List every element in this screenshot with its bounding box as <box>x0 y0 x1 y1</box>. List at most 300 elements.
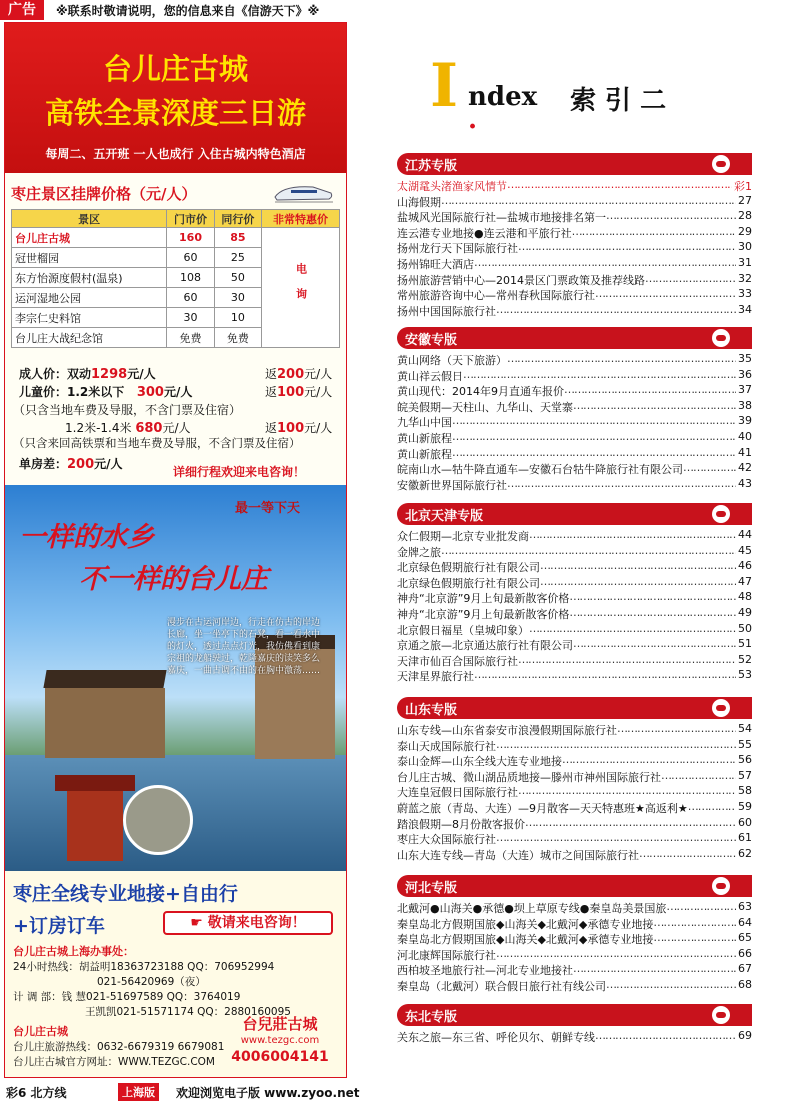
entry-page: 65 <box>738 931 752 945</box>
entry-page: 62 <box>738 846 752 860</box>
ad-tag: 广告 <box>0 0 44 20</box>
entry-leader <box>683 461 736 477</box>
entry-title: 秦皇岛（北戴河）联合假日旅行社有线公司 <box>397 979 606 993</box>
entry-title: 北戴河●山海关●承德●坝上草原专线●秦皇岛美景国旅 <box>397 902 667 915</box>
entry-leader <box>452 446 736 462</box>
entry-title: 关东之旅—东三省、呼伦贝尔、朝鲜专线 <box>397 1031 595 1044</box>
consult-text: 敬请来电咨询！ <box>207 915 306 931</box>
entry-page: 51 <box>738 637 752 651</box>
entry-title: 台儿庄古城、微山湖品质地接—滕州市神州国际旅行社 <box>397 770 661 784</box>
index-entry[interactable] <box>397 931 752 947</box>
entry-title: 枣庄大众国际旅行社 <box>397 833 496 847</box>
price-title: 枣庄景区挂牌价格（元/人） <box>11 185 197 203</box>
entry-title: 天津星界旅行社 <box>397 670 474 684</box>
index-entry[interactable] <box>397 209 752 225</box>
col-header: 门市价 <box>167 210 214 228</box>
cell-trade: 50 <box>214 268 261 288</box>
footer-edition: 上海版 <box>118 1083 159 1101</box>
calligraphy-stamp: 最一等下天 <box>235 501 301 516</box>
special-price-cell: 电询 <box>262 228 340 348</box>
entry-leader <box>507 178 732 194</box>
entry-page: 38 <box>738 398 752 412</box>
entry-leader <box>496 831 736 847</box>
consult-badge: ☛ 敬请来电咨询！ <box>163 911 333 935</box>
index-entry[interactable] <box>397 947 752 963</box>
slogan-line1: 一样的水乡 <box>19 522 154 553</box>
section-header <box>397 875 752 897</box>
entry-page: 36 <box>738 367 752 381</box>
return-label: 返 <box>265 421 278 435</box>
footer-site: 欢迎浏览电子版 www.zyoo.net <box>176 1086 360 1100</box>
section-header <box>397 503 752 525</box>
section-bullet-icon <box>712 155 730 173</box>
entry-title: 皖南山水—牯牛降直通车—安徽石台牯牛降旅行社有限公司 <box>397 463 683 477</box>
entry-page: 46 <box>738 559 752 573</box>
entry-title: 北京绿色假期旅行社有限公司 <box>397 561 540 575</box>
index-entry[interactable] <box>397 399 752 415</box>
hero-schedule: 每周二、五开班 一人也成行 入住古城内特色酒店 <box>45 147 306 161</box>
entry-leader <box>569 590 736 606</box>
return-amount: 200 <box>277 367 305 382</box>
entry-title: 泰山金辉—山东全线大连专业地接 <box>397 755 562 769</box>
entry-leader <box>441 194 736 210</box>
footer <box>0 1082 800 1100</box>
index-entry[interactable] <box>397 559 752 575</box>
ad-hero <box>5 23 346 173</box>
index-entry[interactable] <box>397 962 752 978</box>
entry-leader <box>573 962 736 978</box>
ad-contact <box>5 871 346 1078</box>
index-entry[interactable] <box>397 446 752 462</box>
index-entry[interactable] <box>397 430 752 446</box>
entry-leader <box>518 240 736 256</box>
col-header: 非常特惠价 <box>262 210 340 228</box>
index-word-text: ndex <box>468 82 538 112</box>
section-title: 安徽专版 <box>405 333 458 348</box>
index-entry[interactable] <box>397 753 752 769</box>
entry-title: 西柏坡圣地旅行社—河北专业地接社 <box>397 964 573 978</box>
cell-name: 台儿庄大战纪念馆 <box>12 328 167 348</box>
entry-leader <box>507 477 736 493</box>
entry-page: 67 <box>738 962 752 976</box>
section-bullet-icon <box>712 505 730 523</box>
index-entry[interactable] <box>397 978 752 994</box>
entry-page: 56 <box>738 753 752 767</box>
entry-leader <box>540 575 736 591</box>
entry-page: 33 <box>738 287 752 301</box>
logo-title: 台兒莊古城 <box>242 1015 318 1033</box>
train-icon <box>273 181 335 203</box>
index-entry[interactable] <box>397 916 752 932</box>
single-label: 单房差： <box>19 457 68 471</box>
table-row <box>12 228 340 248</box>
entry-page: 52 <box>738 652 752 666</box>
cell-retail: 108 <box>167 268 214 288</box>
index-entry[interactable] <box>397 816 752 832</box>
child-price: 300 <box>136 385 164 400</box>
section-bullet-icon <box>712 1006 730 1024</box>
section-bullet-icon <box>712 329 730 347</box>
section-title: 河北专版 <box>405 881 458 896</box>
entry-leader <box>529 528 736 544</box>
cell-retail: 免费 <box>167 328 214 348</box>
building-shape <box>45 688 165 758</box>
entry-title: 河北康辉国际旅行社 <box>397 948 496 962</box>
entry-title: 连云港专业地接●连云港和平旅行社 <box>397 226 572 240</box>
entry-page: 58 <box>738 784 752 798</box>
section-bullet-icon <box>712 699 730 717</box>
entry-leader <box>529 622 736 638</box>
single-room-line <box>19 455 123 472</box>
index-initial: I <box>430 51 459 121</box>
entry-title: 黄山新旅程 <box>397 431 452 445</box>
entry-page: 48 <box>738 590 752 604</box>
planner-line1: 计 调 部：钱 慧021-51697589 QQ：3764019 <box>13 991 241 1003</box>
entry-page: 28 <box>738 209 752 223</box>
poem-text: 漫步在古运河岸边，行走在仿古的岸边长廊，坐一坐亭下的石凳，看一看水中的灯火，透过点点灯光，我仿佛看到康宗祖的龙船驶过，乾隆嘉庆的读笑多么嘉庆，一曲古调不由的在胸中激荡…… <box>167 618 321 676</box>
entry-title: 山海假期 <box>397 195 441 209</box>
cell-name: 冠世榴园 <box>12 248 167 268</box>
entry-leader <box>639 847 736 863</box>
index-entry[interactable] <box>397 575 752 591</box>
entry-list <box>397 1026 752 1045</box>
return-unit: 元/人 <box>304 421 333 435</box>
entry-title: 金牌之旅 <box>397 545 441 559</box>
entry-title: 黄山现代：2014年9月直通车报价 <box>397 385 564 399</box>
entry-title: 泰山天成国际旅行社 <box>397 739 496 753</box>
index-section <box>397 327 752 492</box>
index-entry[interactable] <box>397 461 752 477</box>
section-header <box>397 153 752 175</box>
entry-leader <box>564 383 736 399</box>
callout: 详细行程欢迎来电咨询！ <box>173 465 306 479</box>
cell-retail: 60 <box>167 288 214 308</box>
entry-page: 34 <box>738 302 752 316</box>
index-section <box>397 697 752 862</box>
return-unit: 元/人 <box>304 367 333 381</box>
roof-shape <box>43 670 166 688</box>
index-entry[interactable] <box>397 194 752 210</box>
entry-title: 踏浪假期—8月份散客报价 <box>397 817 525 831</box>
section-title: 山东专版 <box>405 703 458 718</box>
entry-title: 大连皇冠假日国际旅行社 <box>397 786 518 800</box>
entry-leader <box>496 947 736 963</box>
entry-leader <box>573 399 736 415</box>
tai-website: 台儿庄古城官方网址：WWW.TEZGC.COM <box>13 1056 215 1068</box>
index-entry[interactable] <box>397 722 752 738</box>
hotline: 24小时热线：胡益明18363723188 QQ：706952994 <box>13 961 275 973</box>
return-label: 返 <box>265 367 278 381</box>
entry-page: 68 <box>738 977 752 991</box>
index-entry[interactable] <box>397 383 752 399</box>
entry-page: 59 <box>738 799 752 813</box>
entry-leader <box>474 256 736 272</box>
entry-page: 60 <box>738 815 752 829</box>
entry-page: 37 <box>738 383 752 397</box>
return-label: 返 <box>265 385 278 399</box>
entry-title: 黄山网络（天下旅游） <box>397 354 507 367</box>
hero-subtitle: 高铁全景深度三日游 <box>44 96 306 130</box>
index-entry[interactable] <box>397 831 752 847</box>
entry-title: 扬州中国国际旅行社 <box>397 304 496 318</box>
entry-leader <box>606 978 736 994</box>
index-entry[interactable] <box>397 738 752 754</box>
cell-trade: 30 <box>214 288 261 308</box>
section-bullet-icon <box>712 877 730 895</box>
index-entry[interactable] <box>397 303 752 319</box>
entry-leader <box>496 303 736 319</box>
price-table <box>11 209 340 348</box>
index-entry[interactable] <box>397 784 752 800</box>
entry-title: 天津市仙百合国际旅行社 <box>397 654 518 668</box>
adult-label: 成人价：双动 <box>19 367 92 381</box>
top-note: ※联系时敬请说明，您的信息来自《信游天下》※ <box>56 4 320 18</box>
index-entry[interactable] <box>397 622 752 638</box>
entry-title: 秦皇岛北方假期国旅◆山海关◆北戴河◆承德专业地接 <box>397 933 654 947</box>
scenic-photo <box>5 485 346 871</box>
index-entry[interactable] <box>397 528 752 544</box>
entry-leader <box>496 738 736 754</box>
index-entry[interactable] <box>397 769 752 785</box>
pavilion-shape <box>67 791 123 861</box>
cell-name: 运河湿地公园 <box>12 288 167 308</box>
pavilion-roof <box>55 775 135 791</box>
entry-list <box>397 719 752 862</box>
entry-title: 安徽新世界国际旅行社 <box>397 478 507 492</box>
return-amount: 100 <box>277 421 305 436</box>
cell-name: 李宗仁史料馆 <box>12 308 167 328</box>
entry-page: 42 <box>738 461 752 475</box>
entry-title: 山东专线—山东省泰安市浪漫假期国际旅行社 <box>397 724 617 737</box>
entry-title: 皖美假期—天柱山、九华山、天堂寨 <box>397 400 573 414</box>
entry-page: 45 <box>738 543 752 557</box>
return-amount: 100 <box>277 385 305 400</box>
tai-hotline: 台儿庄旅游热线：0632-6679319 6679081 <box>13 1041 225 1053</box>
entry-leader <box>572 225 736 241</box>
entry-page: 49 <box>738 605 752 619</box>
cell-trade: 25 <box>214 248 261 268</box>
entry-list <box>397 175 752 318</box>
entry-leader <box>463 368 736 384</box>
entry-title: 太湖鼋头渚渔家风情节 <box>397 180 507 193</box>
child2-price-line <box>65 419 191 436</box>
entry-leader <box>452 414 736 430</box>
entry-leader <box>661 769 736 785</box>
entry-leader <box>595 1029 736 1045</box>
entry-title: 众仁假期—北京专业批发商 <box>397 530 529 543</box>
entry-page: 50 <box>738 621 752 635</box>
index-entry[interactable] <box>397 477 752 493</box>
single-unit: 元/人 <box>94 457 123 471</box>
index-entry[interactable] <box>397 900 752 916</box>
section-header <box>397 1004 752 1026</box>
planner-line2: 王凯凯021-51571174 QQ：2880160095 <box>85 1006 291 1018</box>
entry-leader <box>525 816 736 832</box>
child2-price: 680 <box>135 421 163 436</box>
adult-return <box>265 365 332 382</box>
entry-title: 扬州锦旺大酒店 <box>397 257 474 271</box>
entry-page: 32 <box>738 271 752 285</box>
section-title: 江苏专版 <box>405 159 458 174</box>
cell-retail: 60 <box>167 248 214 268</box>
index-entry[interactable] <box>397 668 752 684</box>
slogan-line2: 不一样的台儿庄 <box>79 564 268 595</box>
index-entry[interactable] <box>397 352 752 368</box>
top-bar <box>0 0 800 20</box>
entry-page: 41 <box>738 445 752 459</box>
child-note: （只含当地车费及导服，不含门票及住宿） <box>13 403 242 417</box>
entry-leader <box>595 287 736 303</box>
entry-page: 35 <box>738 352 752 365</box>
index-entry[interactable] <box>397 178 752 194</box>
child-price-line <box>19 383 192 400</box>
entry-leader <box>653 916 736 932</box>
entry-page: 69 <box>738 1029 752 1042</box>
adult-price: 1298 <box>91 367 128 382</box>
adult-unit: 元/人 <box>127 367 156 381</box>
index-entry[interactable] <box>397 590 752 606</box>
entry-page: 31 <box>738 255 752 269</box>
entry-leader <box>617 722 736 738</box>
entry-title: 山东大连专线—青岛（大连）城市之间国际旅行社 <box>397 848 639 862</box>
entry-leader <box>645 272 736 288</box>
office-title: 台儿庄古城上海办事处： <box>13 945 134 958</box>
index-entry[interactable] <box>397 240 752 256</box>
index-entry[interactable] <box>397 847 752 863</box>
tai-logo <box>219 1013 341 1073</box>
section-header <box>397 697 752 719</box>
entry-page: 53 <box>738 668 752 682</box>
footer-page: 彩6 北方线 <box>6 1086 67 1100</box>
entry-leader <box>653 931 736 947</box>
entry-title: 常州旅游咨询中心—常州春秋国际旅行社 <box>397 289 595 303</box>
entry-page: 64 <box>738 915 752 929</box>
index-entry[interactable] <box>397 256 752 272</box>
index-entry[interactable] <box>397 606 752 622</box>
index-entry[interactable] <box>397 800 752 816</box>
cell-retail: 160 <box>167 228 214 248</box>
child2-note: （只含来回高铁票和当地车费及导服，不含门票及住宿） <box>13 436 301 450</box>
index-word: ndex · <box>468 82 538 142</box>
entry-page: 44 <box>738 528 752 541</box>
index-entry[interactable] <box>397 287 752 303</box>
entry-leader <box>562 753 736 769</box>
hotline-night: 021-56420969（夜） <box>97 976 206 988</box>
cell-name: 台儿庄古城 <box>12 228 167 248</box>
entry-list <box>397 525 752 684</box>
entry-leader <box>507 352 736 368</box>
index-entry[interactable] <box>397 414 752 430</box>
entry-title: 蔚蓝之旅（青岛、大连）—9月散客—天天特惠班★高返利★ <box>397 801 688 815</box>
entry-title: 京通之旅—北京通达旅行社有限公司 <box>397 639 573 653</box>
entry-list <box>397 349 752 492</box>
cell-name: 东方怡源度假村(温泉) <box>12 268 167 288</box>
index-section <box>397 1004 752 1045</box>
entry-leader <box>540 559 736 575</box>
cell-trade: 10 <box>214 308 261 328</box>
child-return <box>265 383 332 400</box>
hero-title: 台儿庄古城 <box>102 52 248 86</box>
entry-leader <box>573 637 736 653</box>
entry-title: 北京绿色假期旅行社有限公司 <box>397 576 540 590</box>
tai-er-zhuang-ad <box>4 22 347 1078</box>
child-unit: 元/人 <box>163 385 193 399</box>
index-cn-title: 索 引 二 <box>570 86 667 116</box>
entry-title: 神舟“北京游”9月上旬最新散客价格 <box>397 607 570 621</box>
return-unit: 元/人 <box>304 385 333 399</box>
child2-return <box>265 419 332 436</box>
entry-page: 43 <box>738 476 752 490</box>
entry-title: 黄山新旅程 <box>397 447 452 461</box>
entry-leader <box>666 900 736 916</box>
logo-url: www.tezgc.com <box>240 1035 320 1046</box>
index-entry[interactable] <box>397 225 752 241</box>
entry-title: 神舟“北京游”9月上旬最新散客价格 <box>397 592 570 606</box>
adult-price-line <box>19 365 156 382</box>
entry-title: 盐城风光国际旅行社—盐城市地接排名第一 <box>397 211 606 225</box>
entry-title: 九华山中国 <box>397 416 452 430</box>
index-section <box>397 875 752 994</box>
index-entry[interactable] <box>397 544 752 560</box>
single-price: 200 <box>67 457 95 472</box>
entry-page: 66 <box>738 946 752 960</box>
entry-leader <box>569 606 736 622</box>
section-header <box>397 327 752 349</box>
section-title: 东北专版 <box>405 1010 458 1025</box>
entry-leader <box>518 653 736 669</box>
entry-page: 55 <box>738 737 752 751</box>
index-entry[interactable] <box>397 653 752 669</box>
entry-list <box>397 897 752 994</box>
child2-label: 1.2米-1.4米 <box>65 421 132 435</box>
entry-page: 47 <box>738 574 752 588</box>
entry-page: 57 <box>738 768 752 782</box>
entry-page: 39 <box>738 414 752 428</box>
index-entry[interactable] <box>397 272 752 288</box>
col-header: 同行价 <box>214 210 261 228</box>
index-entry[interactable] <box>397 1029 752 1045</box>
entry-leader <box>441 544 736 560</box>
entry-leader <box>518 784 736 800</box>
index-entry[interactable] <box>397 368 752 384</box>
service-title-2: +订房订车 <box>13 915 105 937</box>
entry-page: 彩1 <box>734 180 752 193</box>
entry-leader <box>688 800 736 816</box>
entry-title: 黄山祥云假日 <box>397 369 463 383</box>
tai-title: 台儿庄古城 <box>13 1025 68 1038</box>
price-section <box>5 173 346 503</box>
entry-title: 秦皇岛北方假期国旅◆山海关◆北戴河◆承德专业地接 <box>397 917 654 931</box>
entry-page: 40 <box>738 429 752 443</box>
cell-retail: 30 <box>167 308 214 328</box>
index-section <box>397 153 752 318</box>
entry-leader <box>452 430 736 446</box>
cell-trade: 85 <box>214 228 261 248</box>
entry-page: 30 <box>738 240 752 254</box>
entry-page: 27 <box>738 193 752 207</box>
section-title: 北京天津专版 <box>405 509 484 524</box>
entry-page: 63 <box>738 900 752 913</box>
inset-photo <box>123 785 193 855</box>
index-entry[interactable] <box>397 637 752 653</box>
entry-page: 61 <box>738 831 752 845</box>
entry-page: 54 <box>738 722 752 735</box>
col-header: 景区 <box>12 210 167 228</box>
child2-unit: 元/人 <box>162 421 191 435</box>
child-label: 儿童价：1.2米以下 <box>19 385 125 399</box>
entry-leader <box>606 209 736 225</box>
entry-page: 29 <box>738 224 752 238</box>
